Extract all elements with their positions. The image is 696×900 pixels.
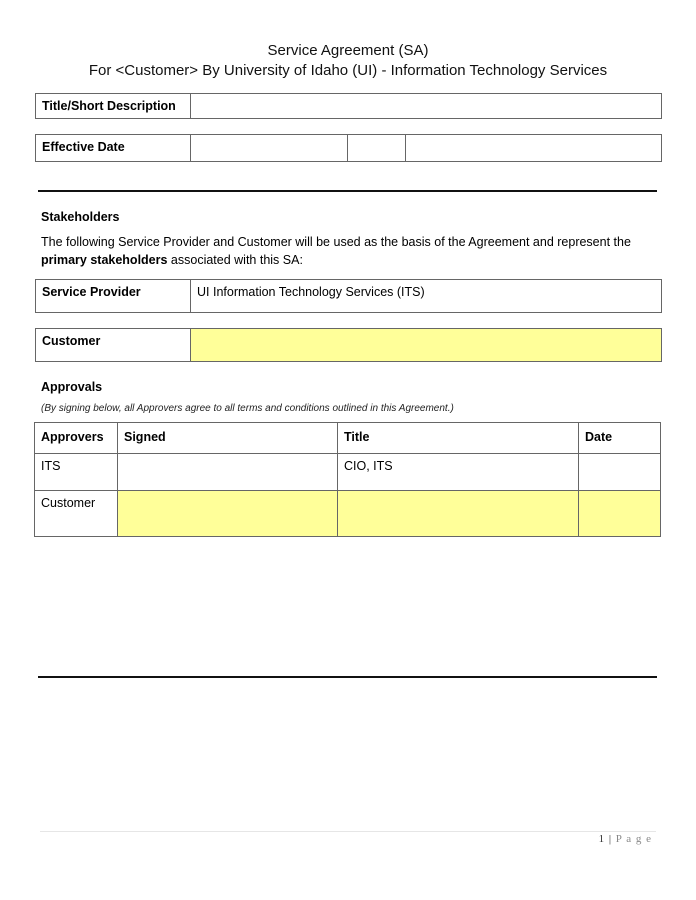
customer-table <box>35 328 662 362</box>
section-divider-top <box>38 190 657 192</box>
footer-divider <box>40 831 656 832</box>
stakeholders-heading: Stakeholders <box>41 210 120 224</box>
section-divider-bottom <box>38 676 657 678</box>
approvals-table <box>34 422 661 537</box>
page-number: 1 <box>598 833 606 845</box>
service-provider-table <box>35 279 662 313</box>
customer-value[interactable] <box>191 329 662 362</box>
approvals-heading: Approvals <box>41 380 103 394</box>
approvals-header-row <box>35 423 661 454</box>
title-label: Title/Short Description <box>36 94 191 119</box>
stakeholders-para-bold: primary stakeholders <box>41 253 168 267</box>
approvals-note: (By signing below, all Approvers agree to all terms and conditions outlined in this Agreement.) <box>41 403 454 414</box>
signed-cell[interactable] <box>118 454 338 491</box>
col-date: Date <box>579 423 661 454</box>
stakeholders-para-end: associated with this SA: <box>167 253 303 267</box>
title-table <box>35 93 662 119</box>
title-cell: CIO, ITS <box>338 454 579 491</box>
page-separator: | <box>608 833 613 845</box>
title-cell[interactable] <box>338 491 579 537</box>
effective-date-table <box>35 134 662 162</box>
service-provider-value[interactable]: UI Information Technology Services (ITS) <box>191 280 662 313</box>
col-approvers: Approvers <box>35 423 118 454</box>
document-title: Service Agreement (SA) <box>267 42 429 59</box>
page-footer <box>599 833 652 845</box>
table-row <box>35 454 661 491</box>
date-cell[interactable] <box>579 454 661 491</box>
approver-name: ITS <box>35 454 118 491</box>
approver-name: Customer <box>35 491 118 537</box>
customer-label: Customer <box>36 329 191 362</box>
col-signed: Signed <box>118 423 338 454</box>
signed-cell[interactable] <box>118 491 338 537</box>
document-subtitle: For <Customer> By University of Idaho (UI) - Information Technology Services <box>88 62 608 79</box>
effective-date-label: Effective Date <box>36 135 191 162</box>
table-row <box>35 491 661 537</box>
col-title: Title <box>338 423 579 454</box>
service-provider-label: Service Provider <box>36 280 191 313</box>
date-cell[interactable] <box>579 491 661 537</box>
effective-date-cell-3[interactable] <box>406 135 662 162</box>
title-input[interactable] <box>191 94 662 119</box>
effective-date-cell-2[interactable] <box>348 135 406 162</box>
stakeholders-para-start: The following Service Provider and Customer will be used as the basis of the Agreement and represent the <box>41 235 631 249</box>
page-label: P a g e <box>615 833 652 845</box>
stakeholders-paragraph <box>41 233 661 269</box>
effective-date-cell-1[interactable] <box>191 135 348 162</box>
